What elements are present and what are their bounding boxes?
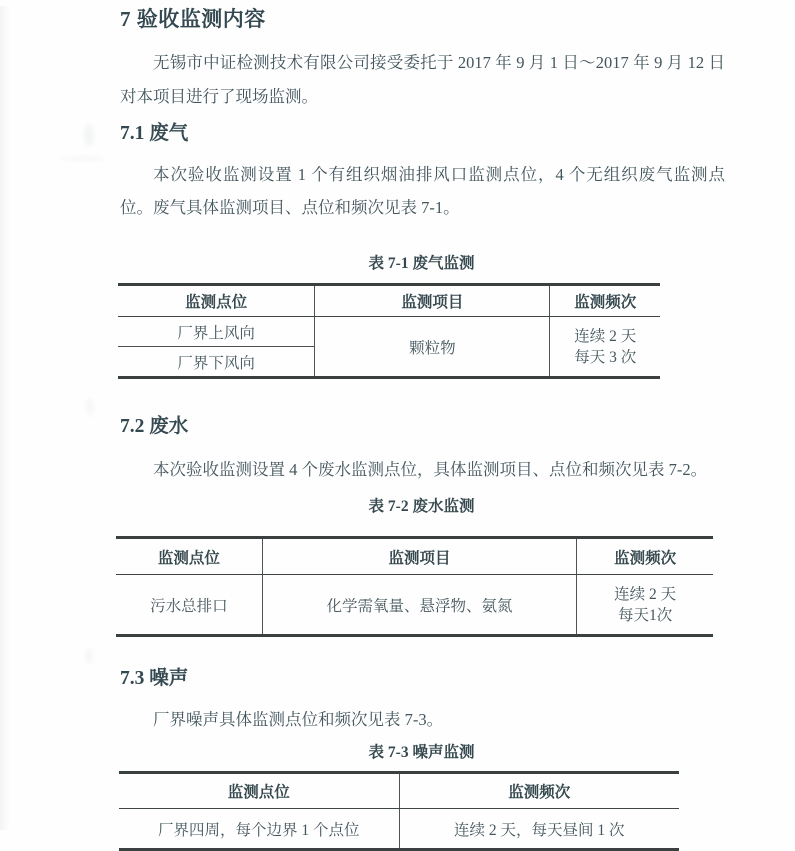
- section-7-1-title: 7.1 废气: [120, 123, 189, 144]
- cell-point-factory-boundary: 厂界四周，每个边界 1 个点位: [157, 821, 360, 839]
- table-row: [118, 317, 660, 347]
- table-7-1-waste-gas-monitoring: [118, 283, 660, 379]
- table-7-3-caption: 表 7-3 噪声监测: [368, 744, 475, 761]
- table-7-2-wastewater-monitoring: [116, 536, 713, 637]
- frequency-line-2: 每天1次: [618, 606, 673, 624]
- table-7-3-header-row: [119, 773, 679, 809]
- cell-frequency: 连续 2 天，每天昼间 1 次: [399, 809, 679, 850]
- frequency-line-1: 连续 2 天: [574, 327, 637, 345]
- scan-artifact: [85, 648, 93, 664]
- section-7-intro-paragraph: 无锡市中证检测技术有限公司接受委托于 2017 年 9 月 1 日～2017 年 9 月 12 日对本项目进行了现场监测。: [120, 53, 725, 106]
- frequency-line-1: 连续 2 天: [614, 585, 677, 603]
- scan-artifact: [86, 398, 94, 416]
- section-7-2-paragraph: 本次验收监测设置 4 个废水监测点位，具体监测项目、点位和频次见表 7-2。: [153, 460, 708, 479]
- table-7-1-caption: 表 7-1 废气监测: [368, 255, 475, 272]
- column-header-monitoring-item: 监测项目: [262, 538, 577, 575]
- cell-point-downwind: 厂界下风向: [177, 354, 255, 372]
- cell-item-cod-ss-nh3n: 化学需氧量、悬浮物、氨氮: [262, 575, 577, 636]
- table-7-1-header-row: [118, 285, 660, 317]
- table-7-2-header-row: [116, 538, 713, 575]
- scan-artifact: [84, 124, 94, 146]
- table-row: [119, 809, 679, 850]
- cell-frequency: [577, 575, 713, 636]
- cell-point-upwind: 厂界上风向: [118, 317, 315, 347]
- cell-item-particulate: 颗粒物: [315, 317, 550, 378]
- document-page: [0, 6, 795, 839]
- column-header-monitoring-point: 监测点位: [119, 773, 399, 809]
- section-7-1-paragraph: 本次验收监测设置 1 个有组织烟油排风口监测点位，4 个无组织废气监测点位。废气具体监测项目、点位和频次见表 7-1。: [120, 165, 725, 217]
- frequency-line-2: 每天 3 次: [574, 348, 637, 366]
- table-row: [116, 575, 713, 636]
- section-7-3-title: 7.3 噪声: [120, 668, 189, 689]
- scan-edge-shade: [0, 6, 10, 830]
- section-7-2-title: 7.2 废水: [120, 416, 189, 437]
- section-7-title: 7 验收监测内容: [120, 7, 266, 31]
- table-7-2-caption: 表 7-2 废水监测: [368, 498, 475, 515]
- cell-frequency: [550, 317, 660, 378]
- column-header-monitoring-point: 监测点位: [116, 538, 262, 575]
- column-header-monitoring-item: 监测项目: [315, 285, 550, 317]
- column-header-monitoring-frequency: 监测频次: [577, 538, 713, 575]
- section-7-3-paragraph: 厂界噪声具体监测点位和频次见表 7-3。: [153, 710, 444, 729]
- scan-artifact: [60, 156, 106, 161]
- column-header-monitoring-frequency: 监测频次: [550, 285, 660, 317]
- column-header-monitoring-point: 监测点位: [118, 285, 315, 317]
- column-header-monitoring-frequency: 监测频次: [399, 773, 679, 809]
- table-7-3-noise-monitoring: [119, 771, 679, 851]
- cell-point-sewage-outlet: 污水总排口: [150, 597, 228, 615]
